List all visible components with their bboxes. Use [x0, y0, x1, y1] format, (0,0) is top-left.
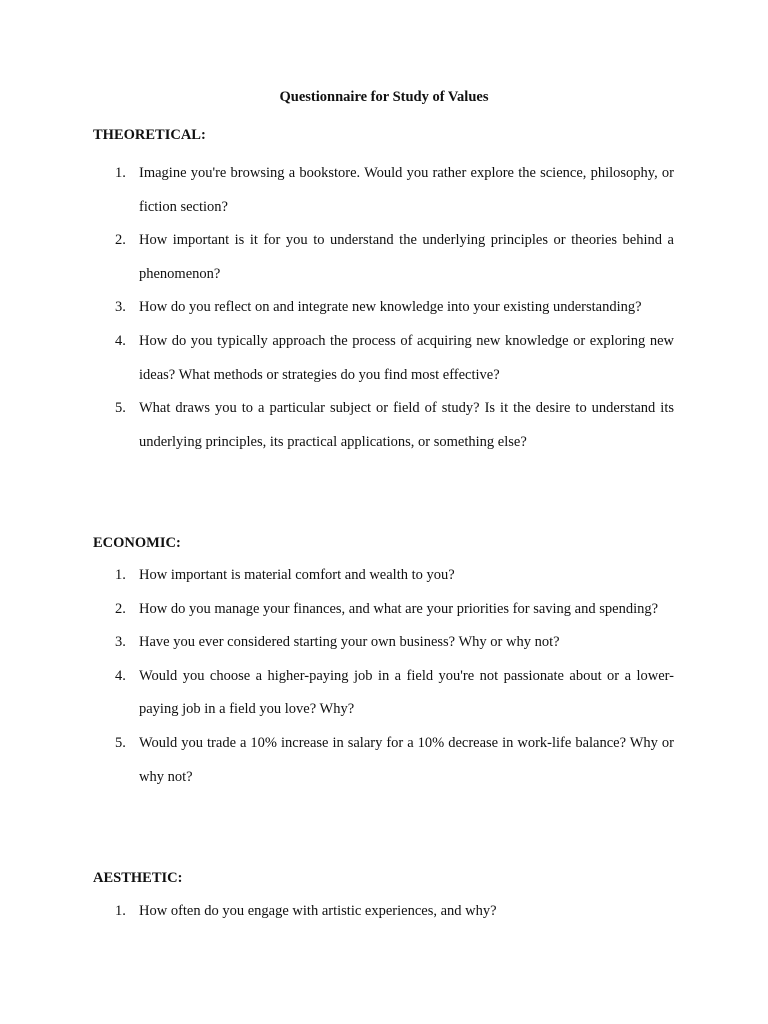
question-item [0, 325, 768, 392]
question-text: What draws you to a particular subject or field of study? Is it the desire to understand its underlying principles, its practical applications, or something else? [139, 400, 674, 450]
question-text: How do you reflect on and integrate new knowledge into your existing understanding? [139, 299, 642, 316]
section-heading-economic: ECONOMIC: [93, 535, 181, 551]
section-heading-theoretical: THEORETICAL: [93, 127, 206, 143]
question-list-economic [0, 559, 768, 794]
question-text: How often do you engage with artistic experiences, and why? [139, 903, 497, 919]
question-text: Imagine you're browsing a bookstore. Would you rather explore the science, philosophy, or fiction section? [139, 165, 674, 215]
question-list-theoretical [0, 157, 768, 459]
question-number: 3. [115, 634, 126, 651]
question-item [0, 593, 768, 627]
question-text: How do you typically approach the process of acquiring new knowledge or exploring new ideas? What methods or strategies do you find most effective? [139, 332, 674, 383]
question-item [0, 660, 768, 727]
question-item [0, 224, 768, 291]
question-text: How important is it for you to understand the underlying principles or theories behind a phenomenon? [139, 232, 674, 282]
question-text: How important is material comfort and wealth to you? [139, 567, 455, 583]
question-item [0, 727, 768, 794]
question-number: 4. [115, 332, 126, 349]
question-number: 2. [115, 232, 126, 249]
question-number: 1. [115, 165, 126, 181]
question-list-aesthetic [0, 895, 768, 929]
question-number: 2. [115, 600, 126, 617]
question-item [0, 157, 768, 224]
document-title: Questionnaire for Study of Values [279, 89, 489, 105]
question-number: 1. [115, 903, 126, 919]
question-text: How do you manage your finances, and what are your priorities for saving and spending? [139, 600, 659, 617]
question-text: Have you ever considered starting your own business? Why or why not? [139, 634, 560, 651]
question-number: 1. [115, 567, 126, 583]
question-number: 5. [115, 734, 126, 751]
question-item [0, 626, 768, 660]
question-text: Would you trade a 10% increase in salary for a 10% decrease in work-life balance? Why or why not? [139, 734, 674, 785]
question-text: Would you choose a higher-paying job in a field you're not passionate about or a lower-paying job in a field you love? Why? [139, 667, 674, 718]
question-number: 4. [115, 667, 126, 684]
section-heading-aesthetic: AESTHETIC: [93, 870, 183, 886]
question-item [0, 392, 768, 459]
question-number: 5. [115, 400, 126, 417]
question-item [0, 291, 768, 325]
question-item [0, 559, 768, 593]
question-item [0, 895, 768, 929]
question-number: 3. [115, 299, 126, 316]
